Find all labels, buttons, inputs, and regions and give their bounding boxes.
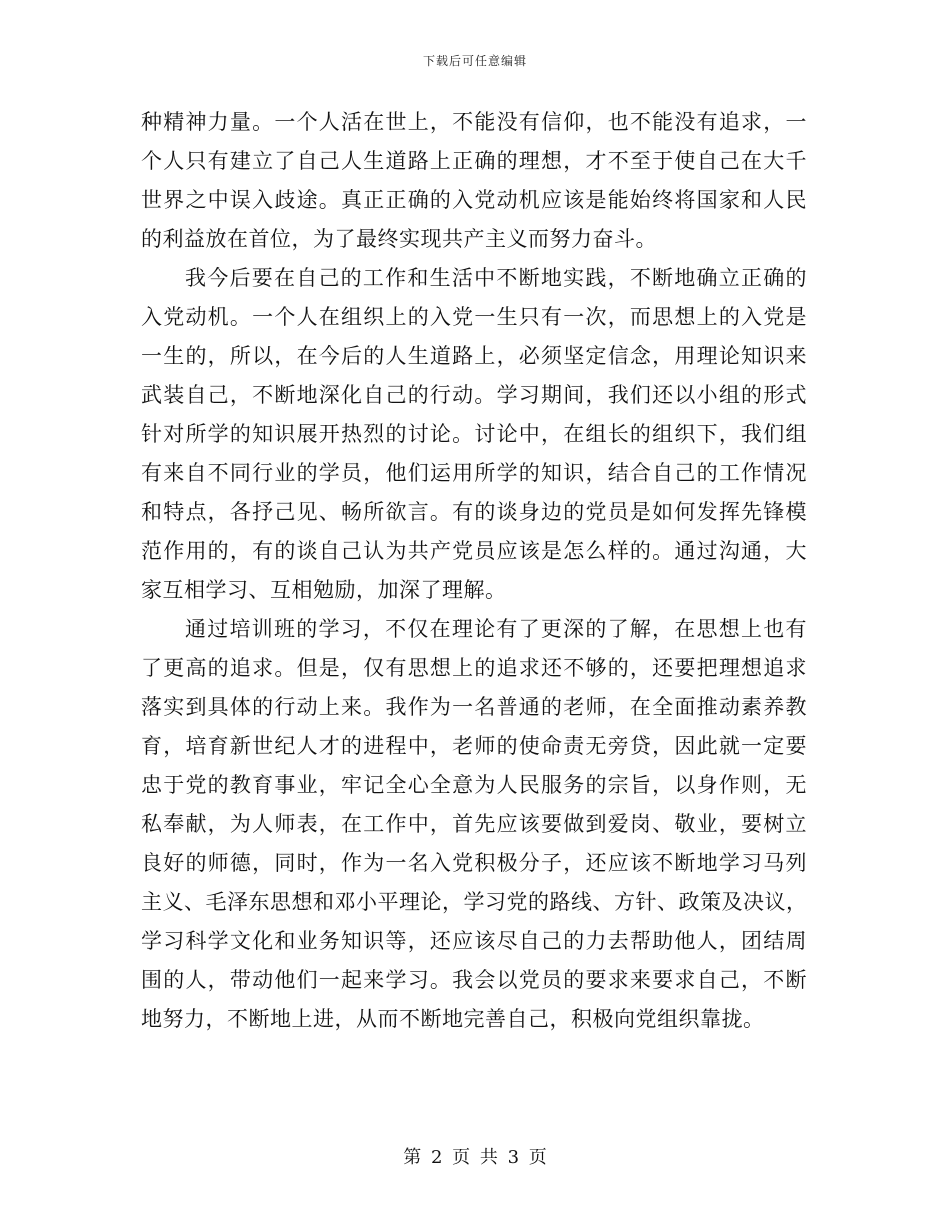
paragraph-2-line-5: 针对所学的知识展开热烈的讨论。讨论中，在组长的组织下，我们组 bbox=[141, 422, 807, 446]
paragraph-1-line-1: 种精神力量。一个人活在世上，不能没有信仰，也不能没有追求，一 bbox=[141, 110, 807, 134]
page-footer: 第 2 页 共 3 页 bbox=[403, 1147, 547, 1168]
paragraph-3-line-8: 主义、毛泽东思想和邓小平理论，学习党的路线、方针、政策及决议， bbox=[141, 890, 808, 914]
paragraph-3-line-6: 私奉献，为人师表，在工作中，首先应该要做到爱岗、敬业，要树立 bbox=[141, 812, 807, 836]
paragraph-1-line-2: 个人只有建立了自己人生道路上正确的理想，才不至于使自己在大千 bbox=[141, 149, 807, 173]
paragraph-2-line-6: 有来自不同行业的学员，他们运用所学的知识，结合自己的工作情况 bbox=[141, 461, 807, 485]
paragraph-3-line-1: 通过培训班的学习，不仅在理论有了更深的了解，在思想上也有 bbox=[185, 617, 807, 641]
paragraph-3-line-9: 学习科学文化和业务知识等，还应该尽自己的力去帮助他人，团结周 bbox=[141, 929, 807, 953]
paragraph-3-line-11: 地努力，不断地上进，从而不断地完善自己，积极向党组织靠拢。 bbox=[141, 1007, 765, 1031]
paragraph-3-line-2: 了更高的追求。但是，仅有思想上的追求还不够的，还要把理想追求 bbox=[141, 656, 807, 680]
document-body bbox=[141, 103, 807, 1039]
paragraph-2-line-7: 和特点，各抒己见、畅所欲言。有的谈身边的党员是如何发挥先锋模 bbox=[141, 500, 807, 524]
paragraph-2-line-2: 入党动机。一个人在组织上的入党一生只有一次，而思想上的入党是 bbox=[141, 305, 807, 329]
paragraph-3-line-7: 良好的师德，同时，作为一名入党积极分子，还应该不断地学习马列 bbox=[141, 851, 807, 875]
paragraph-2-line-3: 一生的，所以，在今后的人生道路上，必须坚定信念，用理论知识来 bbox=[141, 344, 807, 368]
paragraph-2-line-9: 家互相学习、互相勉励，加深了理解。 bbox=[141, 578, 507, 602]
header-note: 下载后可任意编辑 bbox=[422, 54, 527, 68]
paragraph-2-line-1: 我今后要在自己的工作和生活中不断地实践，不断地确立正确的 bbox=[185, 266, 807, 290]
paragraph-2-line-8: 范作用的，有的谈自己认为共产党员应该是怎么样的。通过沟通，大 bbox=[141, 539, 807, 563]
paragraph-3-line-4: 育，培育新世纪人才的进程中，老师的使命责无旁贷，因此就一定要 bbox=[141, 734, 807, 758]
paragraph-1-line-4: 的利益放在首位，为了最终实现共产主义而努力奋斗。 bbox=[141, 227, 657, 251]
paragraph-3-line-10: 围的人，带动他们一起来学习。我会以党员的要求来要求自己，不断 bbox=[141, 968, 807, 992]
paragraph-1-line-3: 世界之中误入歧途。真正正确的入党动机应该是能始终将国家和人民 bbox=[141, 188, 807, 212]
paragraph-3-line-3: 落实到具体的行动上来。我作为一名普通的老师，在全面推动素养教 bbox=[141, 695, 807, 719]
paragraph-3-line-5: 忠于党的教育事业，牢记全心全意为人民服务的宗旨，以身作则，无 bbox=[141, 773, 807, 797]
paragraph-2-line-4: 武装自己，不断地深化自己的行动。学习期间，我们还以小组的形式 bbox=[141, 383, 807, 407]
